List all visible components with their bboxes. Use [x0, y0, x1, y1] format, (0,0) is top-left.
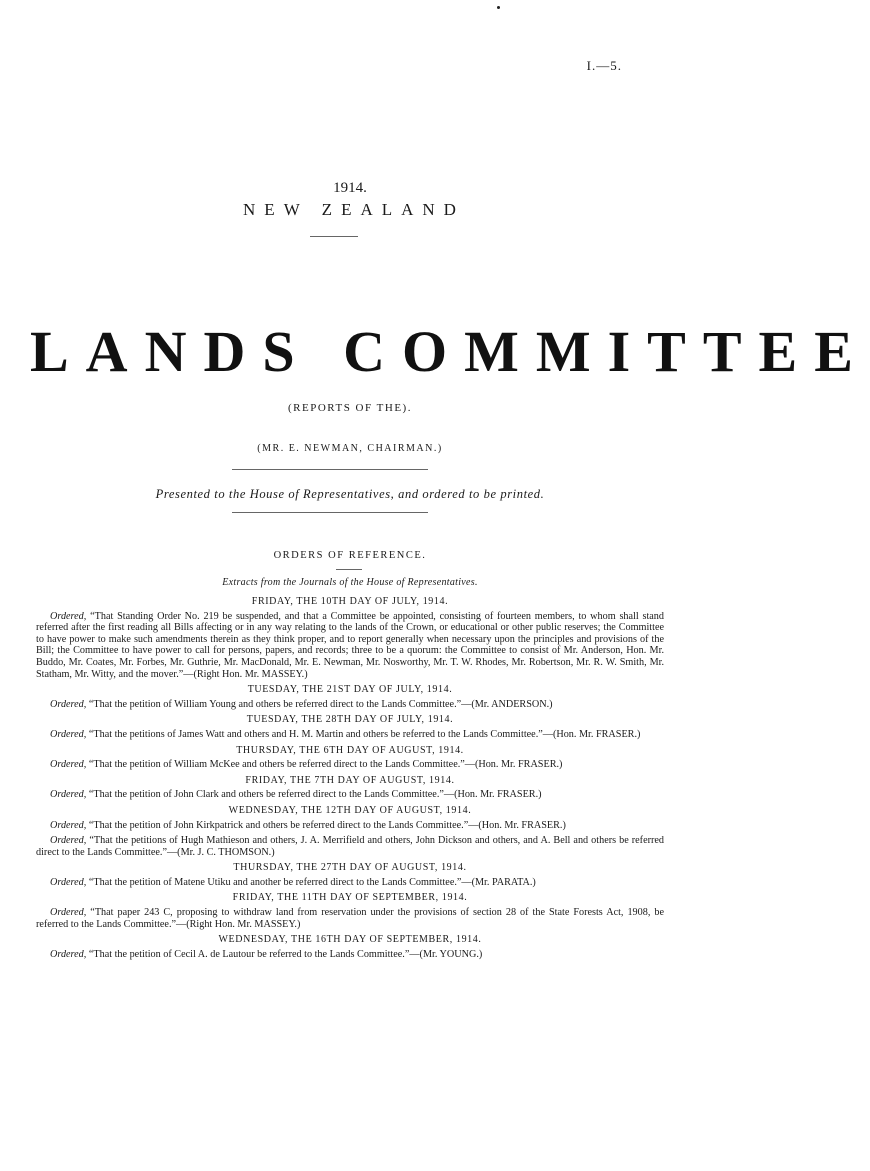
order-lead: Ordered, [50, 610, 87, 622]
order-date: THURSDAY, THE 6TH DAY OF AUGUST, 1914. [236, 744, 464, 756]
document-subtitle: (REPORTS OF THE). [288, 402, 412, 414]
order-date: FRIDAY, THE 11TH DAY OF SEPTEMBER, 1914. [232, 892, 468, 904]
orders-list [36, 592, 664, 964]
divider-lower [232, 512, 428, 513]
order-lead: Ordered, [50, 876, 87, 888]
order-paragraph [36, 949, 664, 961]
order-lead: Ordered, [50, 728, 87, 740]
order-lead: Ordered, [50, 789, 87, 801]
order-date: TUESDAY, THE 21ST DAY OF JULY, 1914. [247, 684, 453, 696]
order-paragraph [36, 699, 664, 711]
order-lead: Ordered, [50, 907, 87, 919]
country: NEW ZEALAND [243, 200, 465, 219]
order-date: WEDNESDAY, THE 16TH DAY OF SEPTEMBER, 1914. [218, 934, 482, 946]
year: 1914. [333, 180, 367, 196]
order-paragraph [36, 611, 664, 681]
order-text: “That the petition of John Kirkpatrick and others be referred direct to the Lands Committee.”—(Hon. Mr. FRASER.) [86, 819, 566, 831]
order-text: “That paper 243 C, proposing to withdraw land from reservation under the provisions of section 28 of the State Forests Act, 1908, be referred to the Lands Committee.”—(Right Hon. Mr. MASSEY.) [36, 907, 664, 930]
order-paragraph [36, 729, 664, 741]
order-paragraph [36, 789, 664, 801]
chairman-line: (MR. E. NEWMAN, CHAIRMAN.) [257, 443, 443, 454]
divider-upper [232, 469, 428, 470]
order-lead: Ordered, [50, 759, 87, 771]
order-date: WEDNESDAY, THE 12TH DAY OF AUGUST, 1914. [228, 804, 472, 816]
divider-tiny [336, 569, 362, 570]
presented-line: Presented to the House of Representatives, and ordered to be printed. [155, 487, 545, 501]
order-text: “That the petition of William Young and others be referred direct to the Lands Committee.”—(Mr. ANDERSON.) [86, 698, 553, 710]
order-date: FRIDAY, THE 10TH DAY OF JULY, 1914. [251, 596, 449, 607]
order-paragraph [36, 877, 664, 889]
order-paragraph [36, 759, 664, 771]
orders-heading: ORDERS OF REFERENCE. [273, 550, 427, 561]
order-paragraph [36, 907, 664, 930]
order-text: “That the petition of Cecil A. de Lautour be referred to the Lands Committee.”—(Mr. YOUNG.) [86, 948, 483, 960]
order-date: FRIDAY, THE 7TH DAY OF AUGUST, 1914. [245, 774, 455, 786]
order-lead: Ordered, [50, 948, 87, 960]
order-text: “That the petitions of James Watt and others and H. M. Martin and others be referred to the Lands Committee.”—(Hon. Mr. FRASER.) [86, 728, 641, 740]
order-text: “That Standing Order No. 219 be suspended, and that a Committee be appointed, consisting of fourteen members, to whom shall stand referred after the first reading all Bills affecting or in any way relating to the lands of the Crown, or educational or other public reserves; the Committee to have power to make such amendments therein as they think proper, and to report generally when necessary upon the principles and provisions of the Bill; the Committee to have power to call for persons, papers, and records; three to be a quorum: the Committee to consist of Mr. Anderson, Hon. Mr. Buddo, Mr. Coates, Mr. Forbes, Mr. Guthrie, Mr. MacDonald, Mr. E. Newman, Mr. Nosworthy, Mr. T. W. Rhodes, Mr. Robertson, Mr. R. W. Smith, Mr. Statham, Mr. Witty, and the mover.”—(Right Hon. Mr. MASSEY.) [36, 610, 664, 680]
document-title: LANDS COMMITTEE [30, 319, 870, 384]
order-text: “That the petitions of Hugh Mathieson and others, J. A. Merrifield and others, John Dickson and others, and A. Bell and others be referred direct to the Lands Committee.”—(Mr. J. C. THOMSON.) [36, 835, 664, 858]
order-lead: Ordered, [50, 698, 87, 710]
order-date: THURSDAY, THE 27TH DAY OF AUGUST, 1914. [233, 862, 467, 874]
order-text: “That the petition of John Clark and others be referred direct to the Lands Committee.”—(Hon. Mr. FRASER.) [86, 789, 542, 801]
order-paragraph [36, 835, 664, 858]
page-reference: I.—5. [586, 58, 622, 73]
order-lead: Ordered, [50, 835, 87, 847]
print-speck [497, 6, 500, 9]
order-date: TUESDAY, THE 28TH DAY OF JULY, 1914. [246, 714, 454, 726]
divider-short [310, 236, 358, 237]
order-text: “That the petition of William McKee and others be referred direct to the Lands Committee.”—(Hon. Mr. FRASER.) [86, 759, 563, 771]
extracts-line: Extracts from the Journals of the House of Representatives. [222, 577, 478, 588]
order-lead: Ordered, [50, 819, 87, 831]
order-paragraph [36, 820, 664, 832]
order-text: “That the petition of Matene Utiku and another be referred direct to the Lands Committee.”—(Mr. PARATA.) [86, 876, 536, 888]
